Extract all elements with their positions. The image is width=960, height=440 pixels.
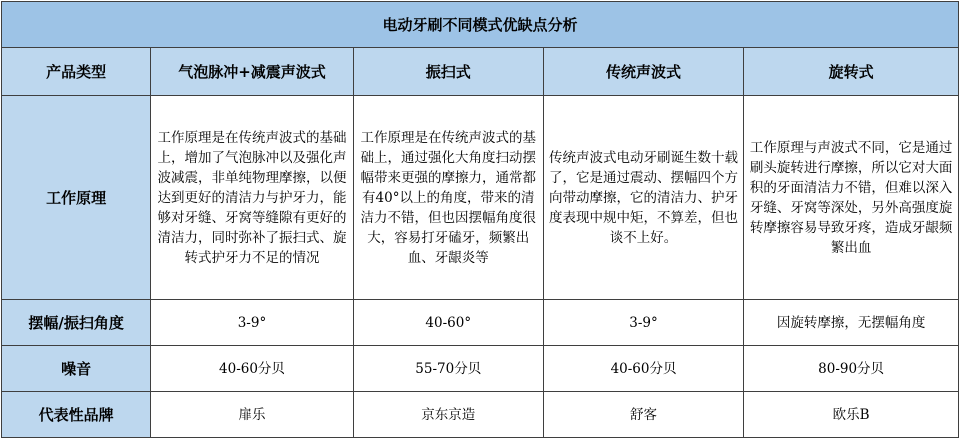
cell-brand-rotary: 欧乐B: [744, 392, 959, 438]
cell-noise-rotary: 80-90分贝: [744, 346, 959, 392]
cell-amplitude-rotary: 因旋转摩擦，无摆幅角度: [744, 300, 959, 346]
cell-principle-rotary: 工作原理与声波式不同，它是通过刷头旋转进行摩擦，所以它对大面积的牙面清洁力不错，但难以深入牙缝、牙窝等深处，另外高强度旋转摩擦容易导致牙疼，造成牙龈频繁出血: [744, 95, 959, 300]
cell-brand-sweep: 京东京造: [353, 392, 543, 438]
row-label-principle: 工作原理: [2, 95, 151, 300]
header-mode-sweep: 振扫式: [353, 47, 543, 95]
cell-principle-bubble-pulse: 工作原理是在传统声波式的基础上，增加了气泡脉冲以及强化声波减震，非单纯物理摩擦，以便达到更好的清洁力与护牙力，能够对牙缝、牙窝等缝隙有更好的清洁力，同时弥补了振扫式、旋转式护牙力不足的情况: [151, 95, 353, 300]
table-row-principle: [2, 95, 959, 300]
table-row-amplitude: [2, 300, 959, 346]
row-label-amplitude: 摆幅/振扫角度: [2, 300, 151, 346]
cell-noise-bubble-pulse: 40-60分贝: [151, 346, 353, 392]
row-label-brand: 代表性品牌: [2, 392, 151, 438]
comparison-table: [1, 1, 959, 438]
table-row-brand: [2, 392, 959, 438]
cell-principle-sonic: 传统声波式电动牙刷诞生数十载了，它是通过震动、摆幅四个方向带动摩擦，它的清洁力、护牙度表现中规中矩，不算差，但也谈不上好。: [543, 95, 743, 300]
cell-noise-sweep: 55-70分贝: [353, 346, 543, 392]
header-row: [2, 47, 959, 95]
title-row: [2, 2, 959, 48]
table-row-noise: [2, 346, 959, 392]
table-title: 电动牙刷不同模式优缺点分析: [2, 2, 959, 48]
cell-amplitude-bubble-pulse: 3-9°: [151, 300, 353, 346]
header-mode-bubble-pulse: 气泡脉冲+减震声波式: [151, 47, 353, 95]
header-mode-sonic: 传统声波式: [543, 47, 743, 95]
row-label-noise: 噪音: [2, 346, 151, 392]
cell-principle-sweep: 工作原理是在传统声波式的基础上，通过强化大角度扫动摆幅带来更强的摩擦力，通常都有40°以上的角度，带来的清洁力不错，但也因摆幅角度很大，容易打牙磕牙，频繁出血、牙龈炎等: [353, 95, 543, 300]
cell-noise-sonic: 40-60分贝: [543, 346, 743, 392]
header-label: 产品类型: [2, 47, 151, 95]
cell-amplitude-sweep: 40-60°: [353, 300, 543, 346]
header-mode-rotary: 旋转式: [744, 47, 959, 95]
cell-brand-bubble-pulse: 扉乐: [151, 392, 353, 438]
cell-brand-sonic: 舒客: [543, 392, 743, 438]
cell-amplitude-sonic: 3-9°: [543, 300, 743, 346]
